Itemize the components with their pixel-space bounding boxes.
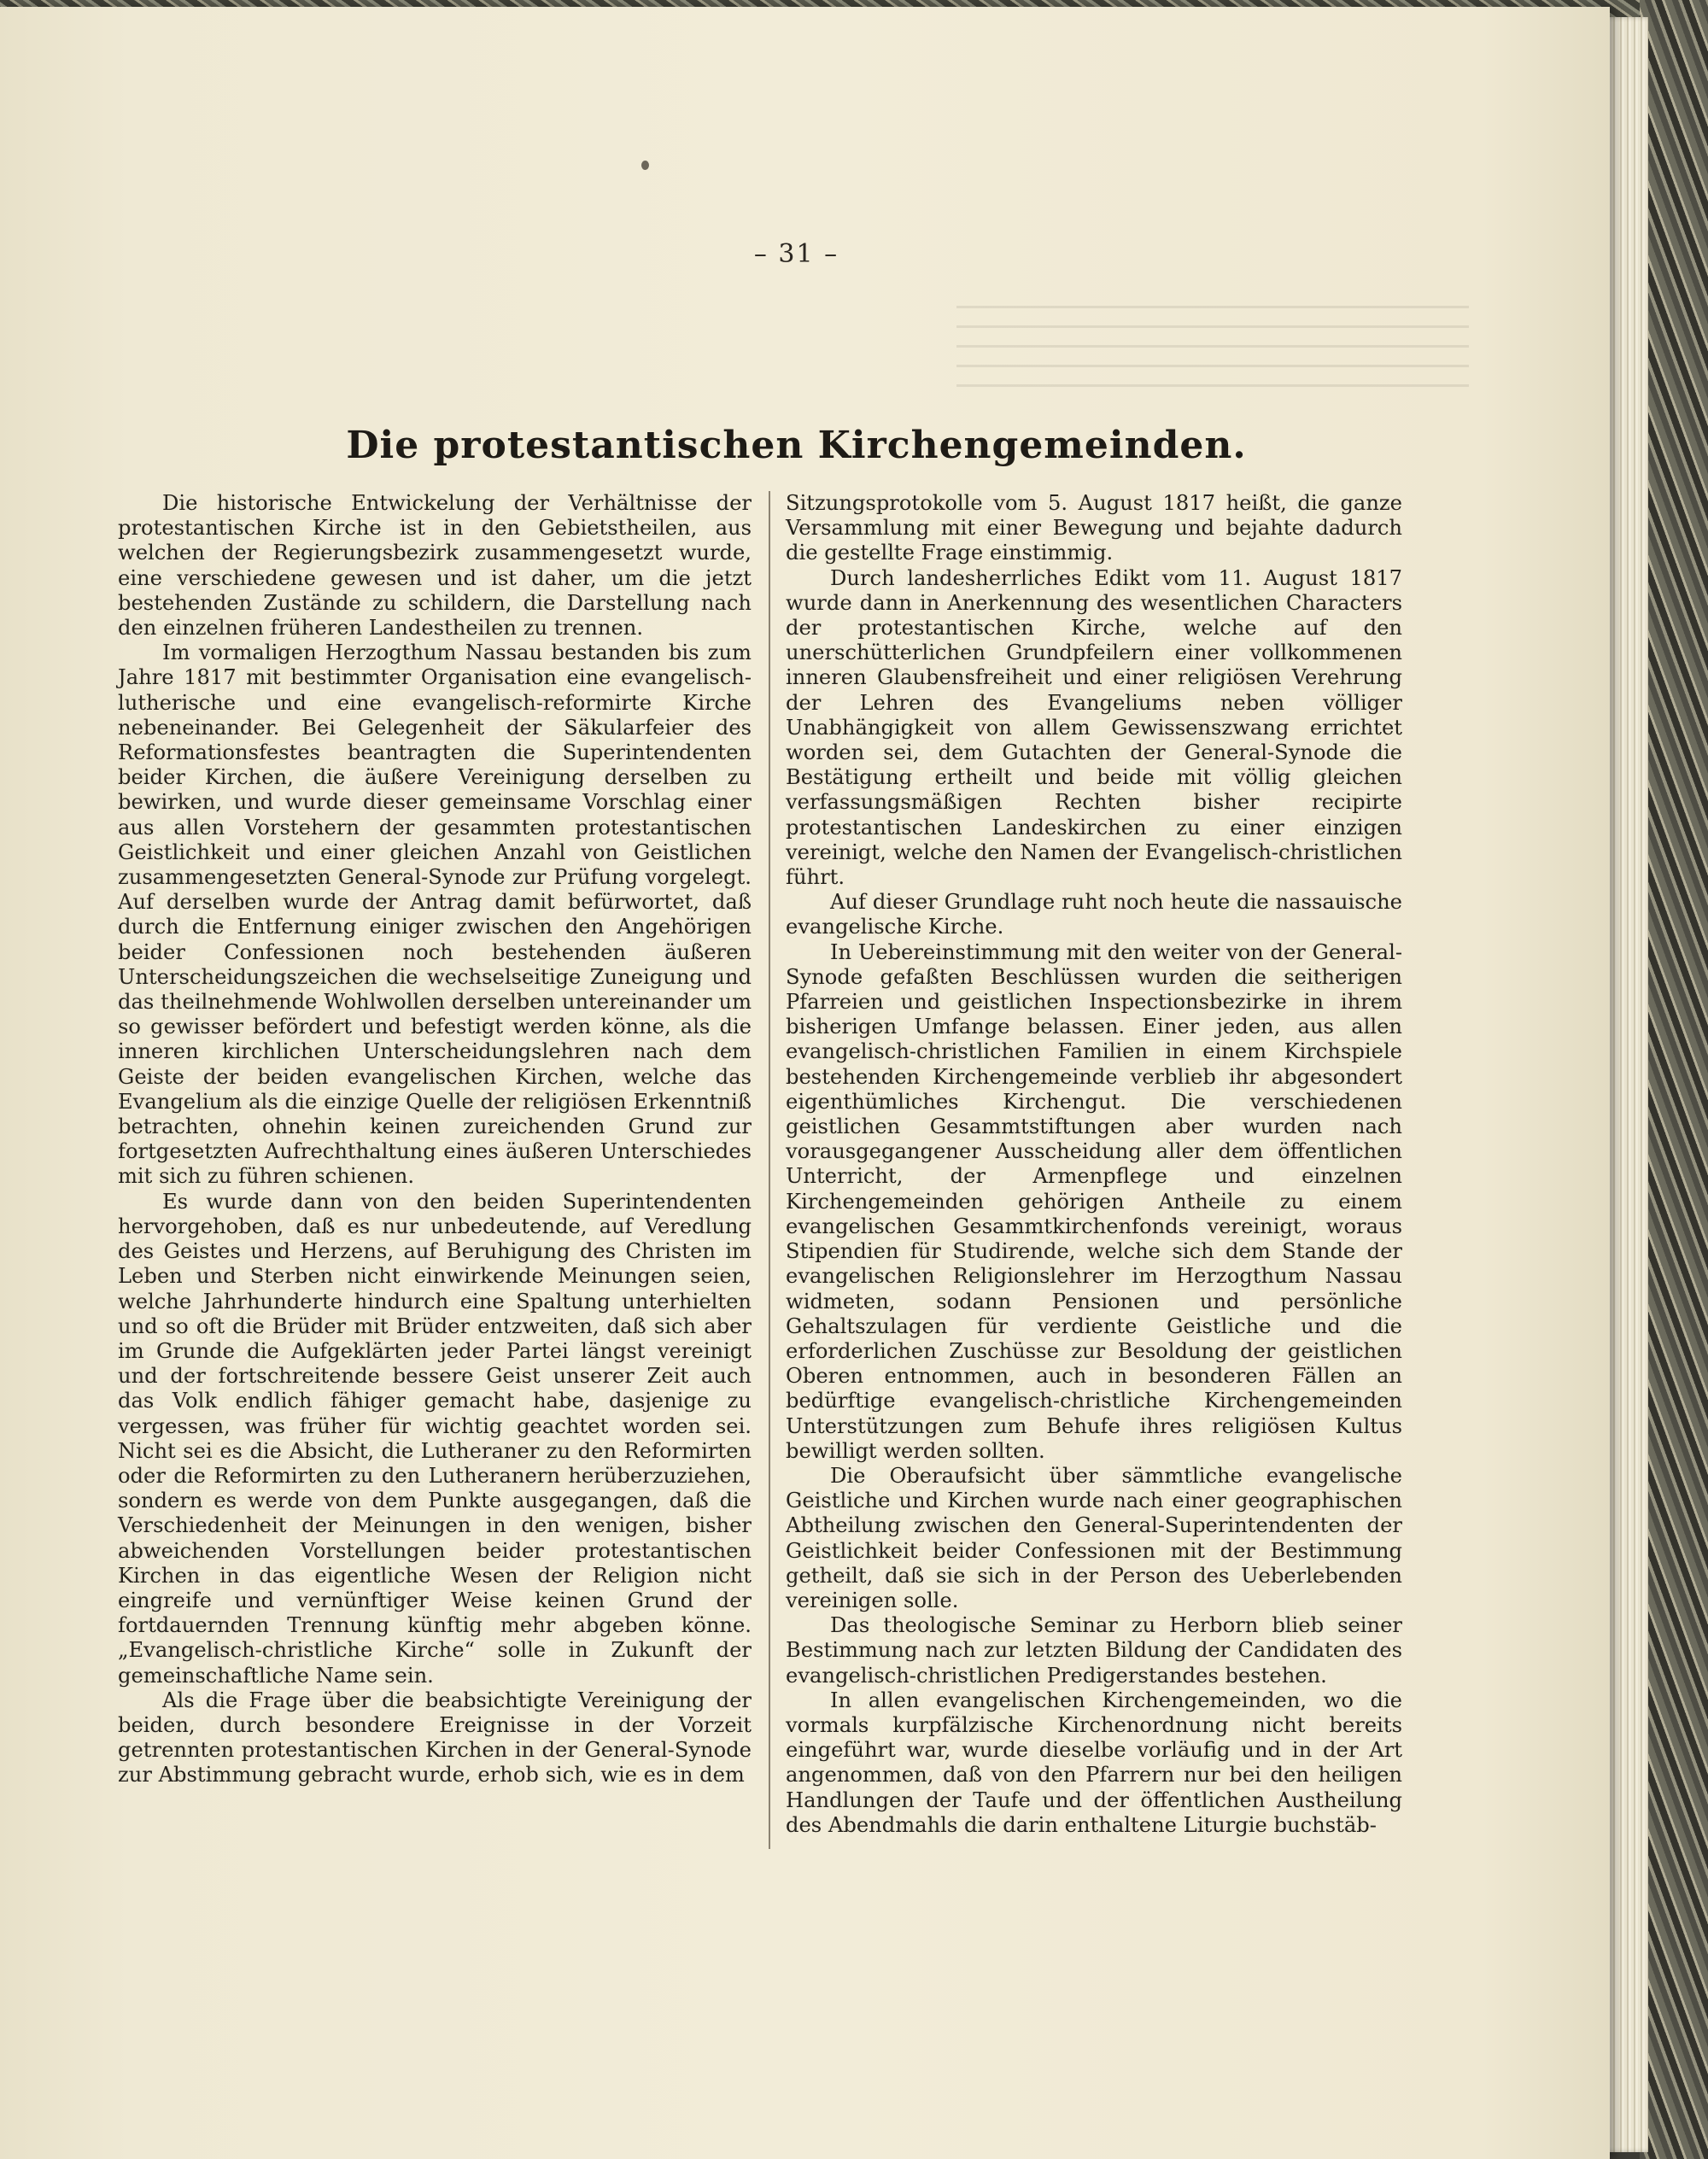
paragraph: Als die Frage über die beabsichtigte Vereinigung der beiden, durch besondere Ereignisse in der Vorzeit getrennten protestantischen Kirchen in der General-Synode zur Abstimmung gebracht wurde, erhob sich, wie es in dem [118,1688,752,1787]
paragraph: Das theologische Seminar zu Herborn blieb seiner Bestimmung nach zur letzten Bildung der Candidaten des evangelisch-christlichen Predigerstandes bestehen. [786,1613,1402,1688]
paragraph: Es wurde dann von den beiden Superintendenten hervorgehoben, daß es nur unbedeutende, auf Veredlung des Geistes und Herzens, auf Beruhigung des Christen im Leben und Sterben nicht einwirkende Meinungen seien, welche Jahrhunderte hindurch eine Spaltung unterhielten und so oft die Brüder mit Brüder entzweiten, daß sich aber im Grunde die Aufgeklärten jeder Partei längst vereinigt und der fortschreitende bessere Geist unserer Zeit auch das Volk endlich fähiger gemacht habe, dasjenige zu vergessen, was früher für wichtig geachtet worden sei. Nicht sei es die Absicht, die Lutheraner zu den Reformirten oder die Reformirten zu den Lutheranern herüberzuziehen, sondern es werde von dem Punkte ausgegangen, daß die Verschiedenheit der Meinungen in den wenigen, bisher abweichenden Vorstellungen beider protestantischen Kirchen in das eigentliche Wesen der Religion nicht eingreife und vernünftiger Weise keinen Grund der fortdauernden Trennung künftig mehr abgeben könne. „Evangelisch-christliche Kirche“ solle in Zukunft der gemeinschaftliche Name sein. [118,1189,752,1688]
marbled-cover-right [1640,0,1708,2159]
paragraph: Durch landesherrliches Edikt vom 11. August 1817 wurde dann in Anerkennung des wesentlichen Characters der protestantischen Kirche, welche auf den unerschütterlichen Grundpfeilern einer vollkommenen inneren Glaubensfreiheit und einer religiösen Verehrung der Lehren des Evangeliums neben völliger Unabhängigkeit von allem Gewissenszwang errichtet worden sei, dem Gutachten der General-Synode die Bestätigung ertheilt und beide mit völlig gleichen verfassungsmäßigen Rechten bisher recipirte protestantischen Landeskirchen zu einer einzigen vereinigt, welche den Namen der Evangelisch-christlichen führt. [786,565,1402,890]
page-number: – 31 – [753,239,839,269]
column-divider [769,491,770,1849]
paragraph: In allen evangelischen Kirchengemeinden, wo die vormals kurpfälzische Kirchenordnung nicht bereits eingeführt war, wurde dieselbe vorläufig und in der Art angenommen, daß von den Pfarrern nur bei den heiligen Handlungen der Taufe und der öffentlichen Austheilung des Abendmahls die darin enthaltene Liturgie buchstäb- [786,1688,1402,1837]
paragraph: In Uebereinstimmung mit den weiter von der General-Synode gefaßten Beschlüssen wurden die seitherigen Pfarreien und geistlichen Inspectionsbezirke in ihrem bisherigen Umfange belassen. Einer jeden, aus allen evangelisch-christlichen Familien in einem Kirchspiele bestehenden Kirchengemeinde verblieb ihr abgesondert eigenthümliches Kirchengut. Die verschiedenen geistlichen Gesammtstiftungen aber wurden nach vorausgegangener Ausscheidung aller dem öffentlichen Unterricht, der Armenpflege und einzelnen Kirchengemeinden gehörigen Antheile zu einem evangelischen Gesammtkirchenfonds vereinigt, woraus Stipendien für Studirende, welche sich dem Stande der evangelischen Religionslehrer im Herzogthum Nassau widmeten, sodann Pensionen und persönliche Gehaltszulagen für verdiente Geistliche und die erforderlichen Zuschüsse zur Besoldung der geistlichen Oberen entnommen, auch in besonderen Fällen an bedürftige evangelisch-christliche Kirchengemeinden Unterstützungen zum Behufe ihres religiösen Kultus bewilligt werden sollten. [786,939,1402,1463]
paragraph: Im vormaligen Herzogthum Nassau bestanden bis zum Jahre 1817 mit bestimmter Organisation eine evangelisch-lutherische und eine evangelisch-reformirte Kirche nebeneinander. Bei Gelegenheit der Säkularfeier des Reformationsfestes beantragten die Superintendenten beider Kirchen, die äußere Vereinigung derselben zu bewirken, und wurde dieser gemeinsame Vorschlag einer aus allen Vorstehern der gesammten protestantischen Geistlichkeit und einer gleichen Anzahl von Geistlichen zusammengesetzten General-Synode zur Prüfung vorgelegt. Auf derselben wurde der Antrag damit befürwortet, daß durch die Entfernung einiger zwischen den Angehörigen beider Confessionen noch bestehenden äußeren Unterscheidungszeichen die wechselseitige Zuneigung und das theilnehmende Wohlwollen derselben untereinander um so gewisser befördert und befestigt werden könne, als die inneren kirchlichen Unterscheidungslehren nach dem Geiste der beiden evangelischen Kirchen, welche das Evangelium als die einzige Quelle der religiösen Erkenntniß betrachten, ohnehin keinen zureichenden Grund zur fortgesetzten Aufrechthaltung eines äußeren Unterschiedes mit sich zu führen schienen. [118,641,752,1189]
paragraph: Auf dieser Grundlage ruht noch heute die nassauische evangelische Kirche. [786,890,1402,939]
bleed-through-text [956,306,1469,400]
book-page [0,7,1610,2159]
left-column [118,491,752,1858]
right-column [786,491,1402,1858]
article-title: Die protestantischen Kirchengemeinden. [346,424,1247,467]
ink-spot [641,161,649,170]
paragraph: Die Oberaufsicht über sämmtliche evangelische Geistliche und Kirchen wurde nach einer geographischen Abtheilung zwischen den General-Superintendenten der Geistlichkeit beider Confessionen mit der Bestimmung getheilt, daß sie sich in der Person des Ueberlebenden vereinigen solle. [786,1463,1402,1612]
paragraph: Die historische Entwickelung der Verhältnisse der protestantischen Kirche ist in den Gebietstheilen, aus welchen der Regierungsbezirk zusammengesetzt wurde, eine verschiedene gewesen und ist daher, um die jetzt bestehenden Zustände zu schildern, die Darstellung nach den einzelnen früheren Landestheilen zu trennen. [118,491,752,641]
paragraph: Sitzungsprotokolle vom 5. August 1817 heißt, die ganze Versammlung mit einer Bewegung und bejahte dadurch die gestellte Frage einstimmig. [786,491,1402,565]
